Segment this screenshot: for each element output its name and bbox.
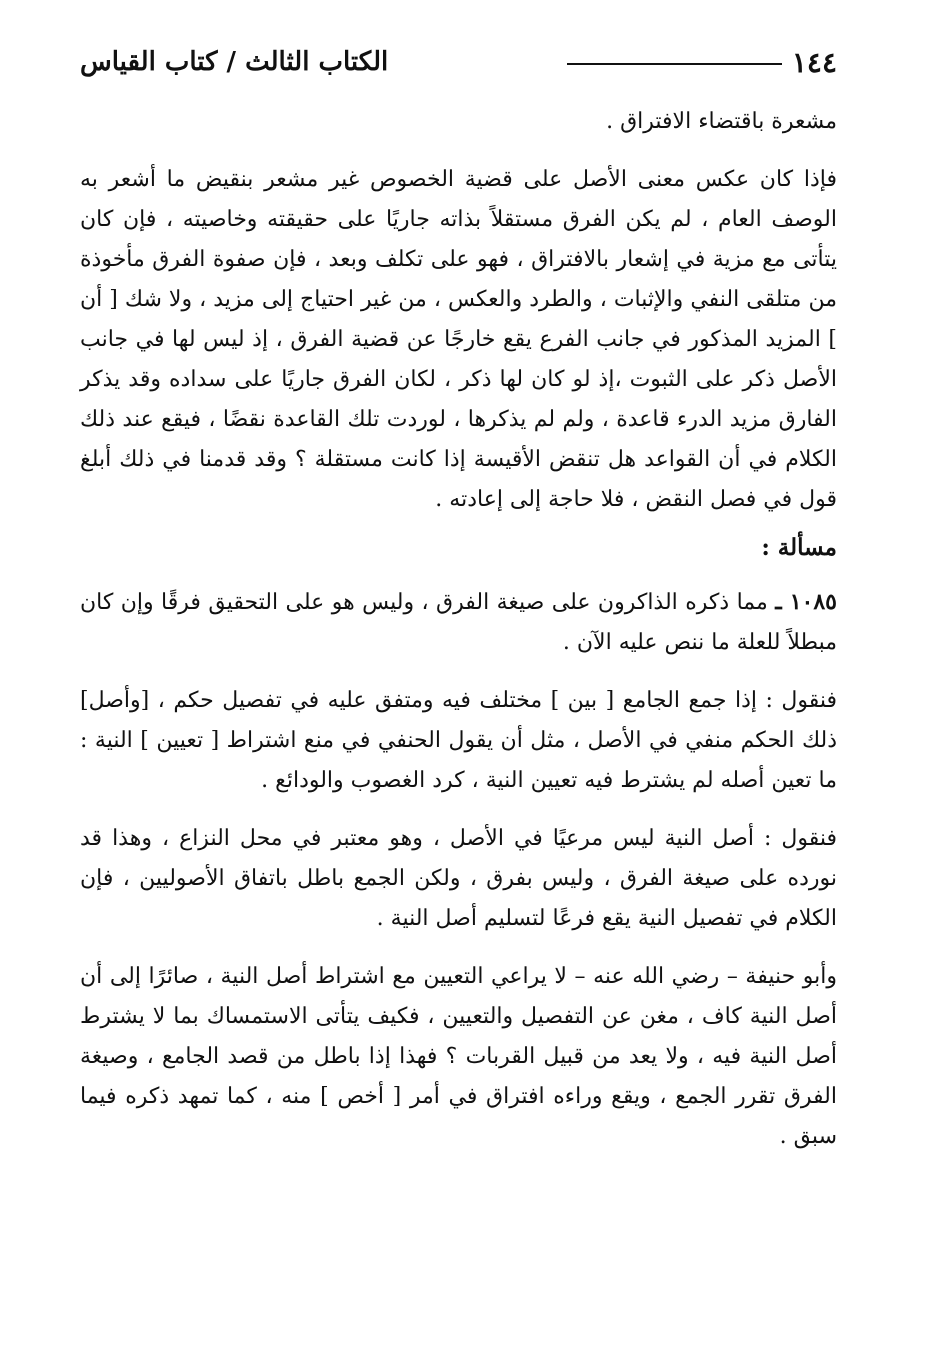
- paragraph-5: فنقول : أصل النية ليس مرعيًا في الأصل ، وهو معتبر في محل النزاع ، وهذا قد نورده على صيغة الفرق ، وليس بفرق ، ولكن الجمع باطل باتفاق الأصوليين ، فإن الكلام في تفصيل النية يقع فرعًا لتسليم أصل النية .: [80, 826, 837, 931]
- page-body: [80, 102, 837, 1157]
- page-number: ١٤٤: [791, 45, 837, 79]
- paragraph-1: مشعرة باقتضاء الافتراق .: [606, 109, 837, 134]
- page-header: [80, 40, 837, 84]
- running-title-block: [80, 47, 388, 77]
- section-heading: مسألة :: [761, 534, 837, 561]
- page-number-block: [567, 46, 837, 79]
- issue-number: ١٠٨٥ ـ: [775, 589, 837, 615]
- paragraph-2: فإذا كان عكس معنى الأصل على قضية الخصوص غير مشعر بنقيض ما أشعر به الوصف العام ، لم يكن الفرق مستقلاً بذاته جاريًا على حقيقته وخاصيته ، فإن كان يتأتى مع مزية في إشعار بالافتراق ، فهو على تكلف وبعد ، فإن صفوة الفرق مأخوذة من متلقى النفي والإثبات ، والطرد والعكس ، من غير احتياج إلى مزيد ، ولا شك [ أن ] المزيد المذكور في جانب الفرع يقع خارجًا عن قضية الفرق ، إذ ليس لها في جانب الأصل ذكر على الثبوت ،إذ لو كان لها ذكر ، لكان الفرق جاريًا على سداده وقد يذكر الفارق مزيد الدرء قاعدة ، ولم لم يذكرها ، لوردت تلك القاعدة نقضًا ، فيقع عند ذلك الكلام في أن القواعد هل تنقض الأقيسة إذا كانت مستقلة ؟ وقد قدمنا في ذلك أبلغ قول في فصل النقض ، فلا حاجة إلى إعادته .: [80, 167, 837, 512]
- paragraph-3: [80, 582, 837, 663]
- header-rule: [567, 63, 782, 65]
- running-title: الكتاب الثالث / كتاب القياس: [80, 47, 389, 77]
- paragraph-3-text: مما ذكره الذاكرون على صيغة الفرق ، وليس هو على التحقيق فرقًا وإن كان مبطلاً للعلة ما ننص عليه الآن .: [80, 590, 837, 655]
- paragraph-4: فنقول : إذا جمع الجامع [ بين ] مختلف فيه ومتفق عليه في تفصيل حكم ، [وأصل] ذلك الحكم منفي في الأصل ، مثل أن يقول الحنفي في منع اشتراط [ تعيين ] النية : ما تعين أصله لم يشترط فيه تعيين النية ، كرد الغصوب والودائع .: [80, 688, 837, 793]
- paragraph-6: وأبو حنيفة – رضي الله عنه – لا يراعي التعيين مع اشتراط أصل النية ، صائرًا إلى أن أصل النية كاف ، مغن عن التفصيل والتعيين ، فكيف يتأتى الاستمساك بما لا يشترط أصل النية فيه ، ولا يعد من قبيل القربات ؟ فهذا إذا باطل من قصد الجامع ، وصيغة الفرق تقرر الجمع ، ويقع وراءه افتراق في أمر [ أخص ] منه ، كما تمهد ذكره فيما سبق .: [80, 964, 837, 1149]
- book-page: [80, 40, 837, 1340]
